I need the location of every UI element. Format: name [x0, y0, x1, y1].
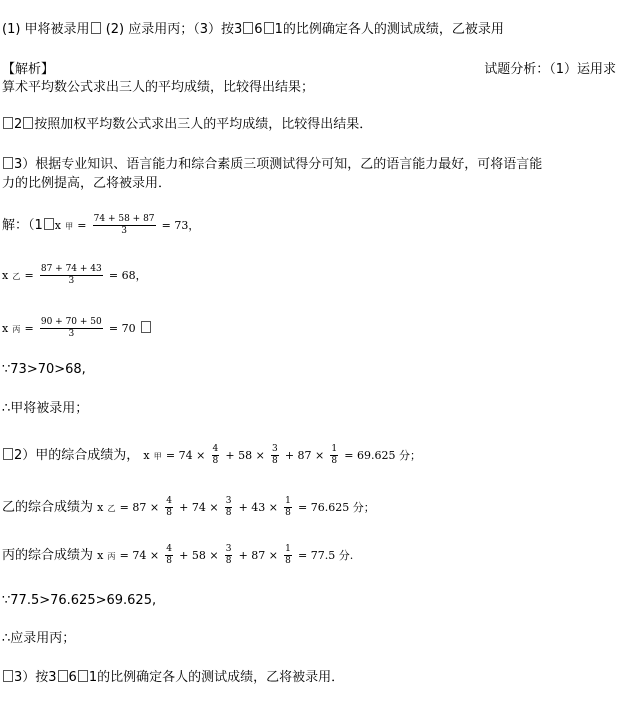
result: = 68， — [108, 269, 147, 282]
term: + 87 × — [238, 549, 278, 562]
var-x: x — [143, 449, 150, 462]
numerator: 1 — [331, 444, 338, 454]
comparison-1: ∵73>70>68, — [2, 362, 86, 377]
numerator: 90 + 70 + 50 — [40, 317, 102, 327]
denominator: 8 — [225, 556, 232, 566]
var-x: x — [2, 322, 9, 335]
subscript-jia: 甲 — [65, 222, 74, 231]
missing-glyph-box — [141, 321, 151, 333]
analysis-heading: 【解析】 — [2, 62, 55, 77]
fraction — [165, 497, 173, 518]
solution-label: 解：（1 — [2, 218, 43, 233]
missing-glyph-box — [264, 22, 274, 34]
result: = 69.625 分； — [344, 449, 421, 462]
ratio-number: 6 — [254, 22, 263, 37]
term: + 58 × — [225, 449, 265, 462]
numerator: 3 — [271, 444, 278, 454]
result: = 76.625 分； — [298, 501, 375, 514]
term: + 74 × — [179, 501, 219, 514]
subscript-yi: 乙 — [12, 272, 21, 281]
denominator: 8 — [271, 456, 278, 466]
fraction — [40, 265, 103, 286]
ratio-number: 6 — [68, 670, 77, 685]
fraction — [271, 445, 279, 466]
fraction — [284, 545, 292, 566]
denominator: 8 — [331, 456, 338, 466]
numerator: 3 — [225, 496, 232, 506]
equals-sign: = — [24, 269, 34, 282]
weighted-jia — [2, 445, 421, 466]
result: = 70 — [108, 322, 136, 335]
denominator: 8 — [166, 508, 172, 518]
analysis-line-3 — [2, 157, 542, 171]
fraction — [212, 445, 220, 466]
numerator: 74 + 58 + 87 — [93, 214, 155, 224]
numerator: 4 — [166, 544, 172, 554]
conclusion-3 — [2, 670, 344, 684]
analysis-line-1: 算术平均数公式求出三人的平均成绩，比较得出结果； — [2, 80, 315, 95]
solution-mean-yi — [2, 265, 147, 286]
numerator: 4 — [166, 496, 172, 506]
missing-glyph-box — [78, 670, 88, 682]
term: + 87 × — [284, 449, 325, 462]
answer-part1: (1) 甲将被录用 — [2, 22, 90, 37]
term: = 74 × — [119, 549, 160, 562]
fraction — [40, 318, 103, 339]
step-number: 2 — [14, 117, 23, 132]
denominator: 8 — [166, 556, 172, 566]
fraction — [225, 545, 233, 566]
denominator: 8 — [285, 556, 291, 566]
weighted-yi — [2, 497, 375, 518]
fraction — [165, 545, 173, 566]
result: = 77.5 分. — [298, 549, 354, 562]
equals-sign: = — [77, 219, 87, 232]
numerator: 1 — [285, 496, 291, 506]
subscript-yi: 乙 — [107, 504, 116, 513]
numerator: 1 — [285, 544, 291, 554]
var-x: x — [2, 269, 9, 282]
missing-glyph-box — [3, 117, 13, 129]
analysis-line-2 — [2, 117, 372, 131]
subscript-jia: 甲 — [153, 452, 162, 461]
denominator: 3 — [68, 329, 75, 339]
answer-part2: (2) 应录用丙；（3）按3 — [101, 22, 243, 37]
analysis-intro: 试题分析：（1）运用求 — [484, 62, 616, 77]
denominator: 8 — [225, 508, 232, 518]
missing-glyph-box — [3, 157, 13, 169]
weighted-label: 乙的综合成绩为 — [2, 500, 94, 515]
var-x: x — [97, 501, 104, 514]
fraction — [330, 445, 338, 466]
weighted-bing — [2, 545, 353, 566]
missing-glyph-box — [3, 670, 13, 682]
analysis-text: 3）根据专业知识、语言能力和综合素质三项测试得分可知，乙的语言能力最好，可将语言能 — [14, 157, 543, 172]
conclusion-text: 1的比例确定各人的测试成绩，乙将被录用． — [88, 670, 345, 685]
subscript-bing: 丙 — [107, 552, 116, 561]
denominator: 8 — [212, 456, 219, 466]
missing-glyph-box — [91, 22, 101, 34]
numerator: 3 — [225, 544, 232, 554]
conclusion-text: 3）按3 — [14, 670, 57, 685]
answer-part3: 1的比例确定各人的测试成绩，乙被录用 — [274, 22, 504, 37]
missing-glyph-box — [44, 218, 54, 230]
answer-summary — [2, 22, 504, 36]
term: = 87 × — [119, 501, 160, 514]
conclusion-2: ∴应录用丙； — [2, 631, 76, 646]
weighted-label: 2）甲的综合成绩为， — [14, 448, 140, 463]
denominator: 8 — [285, 508, 291, 518]
fraction — [93, 215, 156, 236]
missing-glyph-box — [23, 117, 33, 129]
missing-glyph-box — [243, 22, 253, 34]
analysis-line-3b: 力的比例提高，乙将被录用． — [2, 176, 172, 191]
term: = 74 × — [165, 449, 206, 462]
denominator: 3 — [121, 226, 127, 236]
solution-mean-jia — [2, 215, 199, 236]
missing-glyph-box — [58, 670, 68, 682]
var-x: x — [54, 219, 61, 232]
term: + 58 × — [179, 549, 219, 562]
comparison-2: ∵77.5>76.625>69.625, — [2, 593, 157, 608]
var-x: x — [97, 549, 104, 562]
numerator: 4 — [212, 444, 219, 454]
solution-mean-bing — [2, 318, 152, 339]
subscript-bing: 丙 — [12, 325, 21, 334]
numerator: 87 + 74 + 43 — [40, 264, 102, 274]
result: = 73， — [161, 219, 200, 232]
missing-glyph-box — [3, 448, 13, 460]
fraction — [284, 497, 292, 518]
weighted-label: 丙的综合成绩为 — [2, 548, 94, 563]
conclusion-1: ∴甲将被录用； — [2, 401, 89, 416]
equals-sign: = — [24, 322, 34, 335]
analysis-text: 按照加权平均数公式求出三人的平均成绩，比较得出结果． — [34, 117, 373, 132]
denominator: 3 — [68, 276, 75, 286]
fraction — [225, 497, 233, 518]
term: + 43 × — [238, 501, 278, 514]
